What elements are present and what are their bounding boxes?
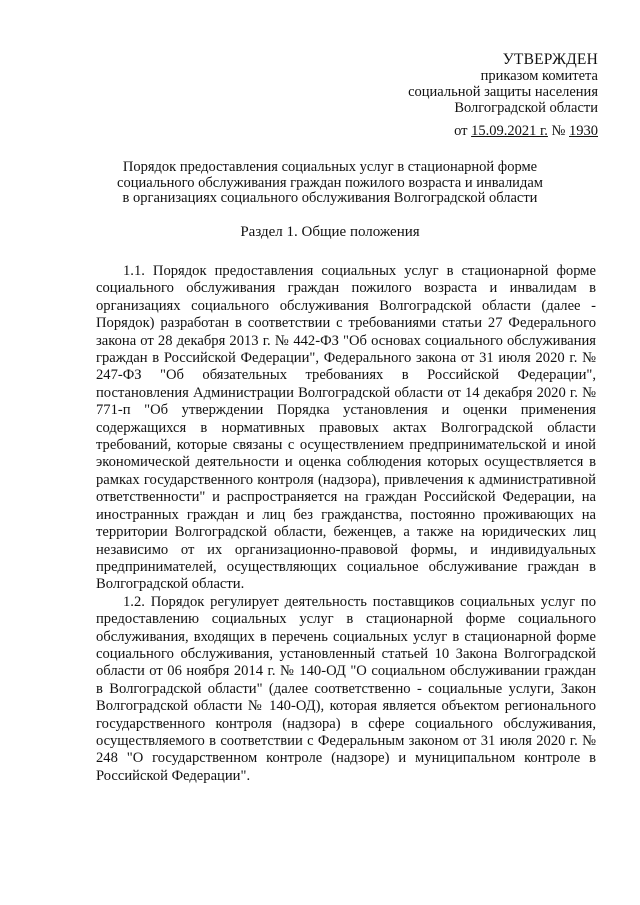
approval-heading: УТВЕРЖДЕН: [502, 51, 598, 68]
document-title: [80, 160, 580, 207]
document-title-line-2: социального обслуживания граждан пожилого возраста и инвалидам: [117, 174, 543, 191]
approval-block: [408, 52, 598, 139]
document-body: [96, 263, 596, 785]
order-reference: [408, 123, 598, 139]
order-date: 15.09.2021 г.: [471, 123, 548, 139]
order-number: 1930: [569, 123, 598, 139]
approval-line-1: приказом комитета: [480, 68, 598, 84]
approval-line-2: социальной защиты населения: [408, 84, 598, 100]
section-heading: Раздел 1. Общие положения: [240, 224, 420, 240]
paragraph-1-2: 1.2. Порядок регулирует деятельность поставщиков социальных услуг по предоставлению социальных услуг в стационарной форме социального обслуживания, входящих в перечень социальных услуг в стационарной форме социального обслуживания, установленный статьей 10 Закона Волгоградской области от 06 ноября 2014 г. № 140-ОД "О социальном обслуживании граждан в Волгоградской области" (далее соответственно - социальные услуги, Закон Волгоградской области № 140-ОД), которая является объектом регионального государственного контроля (надзора) в сфере социального обслуживания, осуществляемого в соответствии с Федеральным законом от 31 июля 2020 г. № 248 "О государственном контроле (надзоре) и муниципальном контроле в Российской Федерации".: [96, 593, 596, 784]
order-prefix: от: [454, 123, 468, 139]
document-title-line-3: в организациях социального обслуживания Волгоградской области: [122, 190, 538, 206]
document-title-line-1: Порядок предоставления социальных услуг в стационарной форме: [122, 159, 538, 175]
order-number-label: №: [551, 123, 566, 139]
approval-line-3: Волгоградской области: [454, 100, 598, 116]
paragraph-1-1: 1.1. Порядок предоставления социальных услуг в стационарной форме социального обслуживания граждан пожилого возраста и инвалидам в организациях социального обслуживания Волгоградской области (далее - Порядок) разработан в соответствии с требованиями статьи 27 Федерального закона от 28 декабря 2013 г. № 442-ФЗ "Об основах социального обслуживания граждан в Российской Федерации", Федерального закона от 31 июля 2020 г. № 247-ФЗ "Об обязательных требованиях в Российской Федерации", постановления Администрации Волгоградской области от 14 декабря 2020 г. № 771-п "Об утверждении Порядка установления и оценки применения содержащихся в нормативных правовых актах Волгоградской области требований, которые связаны с осуществлением предпринимательской и иной экономической деятельности и оценка соблюдения которых осуществляется в рамках государственного контроля (надзора), привлечения к административной ответственности" и распространяется на граждан Российской Федерации, на иностранных граждан и лиц без гражданства, постоянно проживающих на территории Волгоградской области, беженцев, а также на юридических лиц независимо от их организационно-правовой формы, и индивидуальных предпринимателей, осуществляющих социальное обслуживание граждан в Волгоградской области.: [96, 263, 596, 593]
